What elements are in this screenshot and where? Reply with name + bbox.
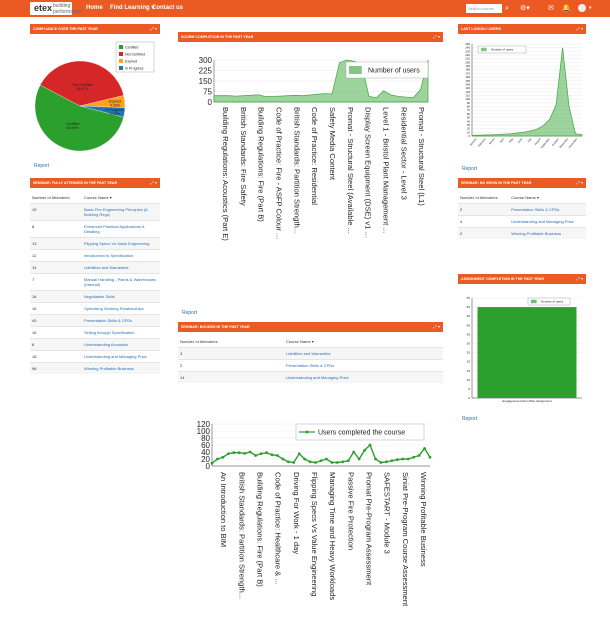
x-tick-label: Code of Practice: Healthcare & ... <box>273 472 283 585</box>
course-link[interactable]: Introduction to Specification <box>82 250 160 262</box>
legend-swatch <box>481 48 487 52</box>
last-login-report-link[interactable]: Report <box>462 166 478 172</box>
x-tick-label: SAFESTART - Module 3 <box>382 472 392 554</box>
y-tick-label: 240 <box>465 45 470 50</box>
course-link[interactable]: Presentation Skills & CPDs <box>509 204 586 216</box>
x-tick-label: Building Regulations: Acoustics (Part E) <box>220 107 230 241</box>
chevron-down-icon[interactable]: ▾ <box>589 5 592 11</box>
y-tick-label: 80 <box>466 104 470 109</box>
table-header-row <box>458 192 586 204</box>
attendee-count: 6 <box>30 339 82 351</box>
y-tick-label: 10 <box>466 377 470 382</box>
compliance-pie-chart <box>30 38 160 158</box>
x-tick-label: September <box>540 137 551 150</box>
x-tick-label: Siniat Pre-Program Course Assessment <box>400 472 410 607</box>
y-tick-label: 20 <box>201 454 210 464</box>
data-point <box>227 452 230 455</box>
legend-swatch <box>119 45 123 49</box>
mail-icon[interactable]: ✉ <box>548 4 554 12</box>
table-row <box>458 204 586 216</box>
panel-header-last-login <box>458 24 586 34</box>
assignment-report-link[interactable]: Report <box>462 416 478 422</box>
panel-title: SCORM COMPLETION IN THE PAST YEAR <box>181 35 254 39</box>
data-point <box>369 444 372 447</box>
legend-swatch <box>349 66 362 74</box>
y-tick-label: 180 <box>465 67 470 72</box>
x-tick-label: April <box>499 137 505 144</box>
panel-header-assignment <box>458 274 586 284</box>
data-point <box>390 459 393 462</box>
data-point <box>281 458 284 461</box>
column-header-course-name[interactable]: Course Name ▾ <box>286 339 314 344</box>
data-point <box>211 462 214 465</box>
y-tick-label: 0 <box>468 133 470 138</box>
seminar-noshow-table <box>458 192 586 239</box>
attendee-count: 13 <box>30 238 82 250</box>
x-tick-label: Promat - Structural Steel (Available ... <box>345 107 355 234</box>
y-tick-label: 50 <box>466 115 470 120</box>
y-tick-label: 30 <box>466 341 470 346</box>
seminar-attended-table <box>30 192 160 374</box>
x-tick-label: Code of Practice: Residential <box>310 107 320 205</box>
panel-title: LAST LOGON # USERS <box>461 27 501 31</box>
x-tick-label: Display Screen Equipment (DSE) v1 ... <box>363 107 373 238</box>
table-header-row <box>30 192 160 204</box>
y-tick-label: 45 <box>466 314 470 319</box>
y-tick-label: 120 <box>196 419 210 429</box>
y-tick-label: 60 <box>466 111 470 116</box>
y-tick-label: 170 <box>465 71 470 76</box>
top-nav-bar <box>0 0 610 17</box>
x-tick-label: August <box>534 137 542 146</box>
y-tick-label: 15 <box>466 368 470 373</box>
table-row <box>458 216 586 228</box>
attendee-count: 2 <box>458 228 509 240</box>
y-tick-label: 0 <box>205 461 210 471</box>
data-point <box>254 454 257 457</box>
course-link[interactable]: Liabilities and Warranties <box>82 262 160 274</box>
search-input[interactable]: Search course <box>466 4 502 13</box>
data-point <box>352 451 355 454</box>
panel-title: SEMINAR: BOOKED IN THE PAST YEAR <box>181 325 250 329</box>
attendee-count: 14 <box>30 262 82 274</box>
data-point <box>243 452 246 455</box>
x-tick-label: Winning Profitable Business <box>418 472 428 567</box>
panel-header-seminar-booked <box>178 322 443 332</box>
table-row <box>30 303 160 315</box>
y-tick-label: 200 <box>465 60 470 65</box>
attendee-count: 16 <box>30 327 82 339</box>
course-link[interactable]: Understanding Acoustics <box>82 339 160 351</box>
course-link[interactable]: Optimising Working Relationships <box>82 303 160 315</box>
y-tick-label: 75 <box>203 87 212 97</box>
y-tick-label: 190 <box>465 64 470 69</box>
attendee-count: 98 <box>30 363 82 375</box>
y-tick-label: 20 <box>466 126 470 131</box>
y-tick-label: 0 <box>207 97 212 107</box>
legend-label: Not Certified <box>125 52 145 57</box>
data-point <box>325 458 328 461</box>
panel-header-compliance <box>30 24 160 34</box>
data-point <box>298 452 301 455</box>
assignment-bar-chart <box>458 288 586 413</box>
y-tick-label: 210 <box>465 56 470 61</box>
course-link[interactable]: Winning Profitable Business <box>509 228 586 240</box>
y-tick-label: 120 <box>465 89 470 94</box>
y-tick-label: 225 <box>198 66 212 76</box>
panel-options-icon[interactable]: ⤢ ▾ <box>433 34 440 39</box>
attendee-count: 7 <box>30 274 82 291</box>
course-link[interactable]: Negotiation Skills <box>82 291 160 303</box>
x-tick-label: February <box>477 137 487 148</box>
x-tick-label: July <box>527 137 533 144</box>
x-tick-label: Code of Practice: Fire - ASFP Colour ... <box>274 107 284 240</box>
panel-title: SEMINAR: NO SHOW IN THE PAST YEAR <box>461 181 532 185</box>
data-point <box>363 449 366 452</box>
course-link[interactable]: Flipping Specs Vs Value Engineering <box>82 238 160 250</box>
y-tick-label: 140 <box>465 82 470 87</box>
y-tick-label: 230 <box>465 49 470 54</box>
table-row <box>178 360 443 372</box>
x-tick-label: May <box>508 137 515 144</box>
attendee-count: 14 <box>178 372 284 384</box>
chart-legend <box>478 46 526 53</box>
data-point <box>320 459 323 462</box>
legend-swatch <box>119 52 123 56</box>
course-link[interactable]: Manual Handling - Plants & Warehouses (Internal) <box>82 274 160 291</box>
x-tick-label: Building Regulations: Fire (Part B) <box>256 107 266 222</box>
panel-options-icon[interactable]: ⤢ ▾ <box>576 26 583 31</box>
pie-data-label: In Progress 3.42% <box>105 108 124 117</box>
search-icon[interactable]: ⌕ <box>505 4 509 12</box>
data-point <box>418 454 421 457</box>
table-row <box>30 238 160 250</box>
data-point <box>331 461 334 464</box>
column-header-course-name[interactable]: Course Name ▾ <box>84 195 112 200</box>
data-point <box>216 458 219 461</box>
pie-legend <box>116 42 154 72</box>
course-link[interactable]: Enhanced Practical Applications & Detailing <box>82 221 160 238</box>
table-header-row <box>178 336 443 348</box>
y-tick-label: 300 <box>198 55 212 65</box>
table-row <box>178 372 443 384</box>
course-link[interactable]: Understanding and Managing Price <box>82 351 160 363</box>
x-tick-label: An Introduction to BIM <box>219 472 229 548</box>
attendee-count: 2 <box>178 360 284 372</box>
y-tick-label: 70 <box>466 108 470 113</box>
x-tick-label: Passive Fire Protection <box>346 472 356 551</box>
y-tick-label: 150 <box>198 76 212 86</box>
x-tick-label: Residential Sector - Level 3 <box>399 107 409 200</box>
y-tick-label: 55 <box>466 296 470 301</box>
data-point <box>347 459 350 462</box>
y-tick-label: 30 <box>466 122 470 127</box>
table-row <box>30 363 160 375</box>
x-tick-label: Managing Time and Heavy Workloads <box>328 472 338 601</box>
panel-title: ASSIGNMENT COMPLETION IN THE PAST YEAR <box>461 277 544 281</box>
table-row <box>30 327 160 339</box>
data-point <box>314 461 317 464</box>
chart-legend <box>296 424 424 440</box>
table-row <box>30 315 160 327</box>
x-tick-label: January <box>469 137 478 147</box>
user-avatar[interactable] <box>578 4 586 12</box>
pie-data-label: Certified 53.69% <box>66 121 80 130</box>
data-point <box>309 460 312 463</box>
data-point <box>271 453 274 456</box>
nav-home-link[interactable]: Home <box>86 5 103 11</box>
y-tick-label: 60 <box>201 440 210 450</box>
y-tick-label: 250 <box>465 41 470 46</box>
logo-subtext: building performance <box>53 3 82 15</box>
column-header-attendees[interactable]: Number of Attendees <box>32 195 70 200</box>
x-tick-label: Promat - Structural Steel (L1) <box>417 107 427 206</box>
attendee-count: 4 <box>458 216 509 228</box>
y-tick-label: 25 <box>466 350 470 355</box>
legend-label: In Progress <box>125 66 144 71</box>
data-point <box>423 447 426 450</box>
data-point <box>303 458 306 461</box>
attendee-count: 8 <box>30 221 82 238</box>
attendee-count: 40 <box>30 315 82 327</box>
course-link[interactable]: Basic Fire Engineering Principles (& Building Regs) <box>82 204 160 221</box>
panel-header-seminar-attended <box>30 178 160 188</box>
y-tick-label: 40 <box>466 323 470 328</box>
data-point <box>412 456 415 459</box>
column-header-attendees[interactable]: Number of Attendees <box>460 195 498 200</box>
x-tick-label: Building Regulations: Fire (Part B) <box>255 472 265 587</box>
legend-label: Users completed the course <box>318 429 406 437</box>
table-row <box>30 250 160 262</box>
course-link[interactable]: Liabilities and Warranties <box>284 348 443 360</box>
panel-options-icon[interactable]: ⤢ ▾ <box>150 26 157 31</box>
panel-options-icon[interactable]: ⤢ ▾ <box>576 180 583 185</box>
table-row <box>458 228 586 240</box>
table-row <box>30 274 160 291</box>
panel-options-icon[interactable]: ⤢ ▾ <box>576 276 583 281</box>
y-tick-label: 150 <box>465 78 470 83</box>
data-point <box>407 458 410 461</box>
data-point <box>222 456 225 459</box>
x-tick-label: British Standards: Partition Strength... <box>292 107 302 235</box>
data-point <box>260 452 263 455</box>
attendee-count: 12 <box>30 250 82 262</box>
attendee-count: 3 <box>178 348 284 360</box>
legend-label: Expired <box>125 59 138 64</box>
y-tick-label: 90 <box>466 100 470 105</box>
attendee-count: 16 <box>30 303 82 315</box>
bar <box>478 307 577 398</box>
x-tick-label: March <box>488 137 496 146</box>
chart-legend <box>346 62 428 78</box>
data-point <box>396 458 399 461</box>
last-login-area-chart <box>458 38 586 163</box>
column-header-attendees[interactable]: Number of Attendees <box>180 339 218 344</box>
data-point <box>341 460 344 463</box>
attendee-count: 18 <box>30 351 82 363</box>
course-link[interactable]: Presentation Skills & CPDs <box>284 360 443 372</box>
data-point <box>380 461 383 464</box>
bell-icon[interactable]: 🔔 <box>562 4 571 12</box>
x-tick-label: British Standards: Fire Safety <box>238 107 248 206</box>
table-row <box>30 221 160 238</box>
y-tick-label: 10 <box>466 130 470 135</box>
x-tick-label: November <box>559 137 570 149</box>
compliance-report-link[interactable]: Report <box>34 163 50 169</box>
data-point <box>249 451 252 454</box>
y-tick-label: 20 <box>466 359 470 364</box>
course-link[interactable]: Understanding and Managing Price <box>284 372 443 384</box>
y-tick-label: 50 <box>466 305 470 310</box>
y-tick-label: 5 <box>468 386 470 391</box>
y-tick-label: 80 <box>201 433 210 443</box>
x-tick-label: Driving For Work - 1 day <box>291 472 301 555</box>
gear-icon[interactable]: ⚙▾ <box>520 4 530 12</box>
data-point <box>336 461 339 464</box>
y-tick-label: 100 <box>196 426 210 436</box>
panel-header-seminar-noshow <box>458 178 586 188</box>
legend-label: Certified <box>125 45 139 50</box>
data-point <box>287 460 290 463</box>
y-tick-label: 0 <box>468 396 470 401</box>
data-point <box>401 458 404 461</box>
panel-title: COMPLIANCE OVER THE PAST YEAR <box>33 27 98 31</box>
table-row <box>30 351 160 363</box>
y-tick-label: 100 <box>465 97 470 102</box>
column-header-course-name[interactable]: Course Name ▾ <box>511 195 539 200</box>
table-row <box>30 204 160 221</box>
panel-header-scorm <box>178 32 443 42</box>
legend-label: Number of users <box>541 299 564 304</box>
course-link[interactable]: Winning Profitable Business <box>82 363 160 375</box>
table-row <box>178 348 443 360</box>
y-tick-label: 110 <box>465 93 470 98</box>
scorm-report-link[interactable]: Report <box>182 310 198 316</box>
x-tick-label: December <box>568 137 579 149</box>
legend-label: Number of users <box>491 47 514 52</box>
data-point <box>276 454 279 457</box>
x-tick-label: Safety Media Content <box>327 107 337 181</box>
data-point <box>358 458 361 461</box>
data-point <box>385 460 388 463</box>
panel-options-icon[interactable]: ⤢ ▾ <box>150 180 157 185</box>
legend-marker <box>306 431 309 434</box>
legend-swatch <box>531 300 537 304</box>
attendee-count: 2 <box>458 204 509 216</box>
legend-label: Number of users <box>368 67 420 75</box>
course-completed-line-chart <box>196 420 436 620</box>
pie-data-label: Not Certified 38.47% <box>72 82 93 91</box>
y-tick-label: 40 <box>201 447 210 457</box>
x-tick-label: British Standards: Partition Strength... <box>237 472 247 600</box>
x-tick-label: Level 1 - Bristol Plant Management ... <box>381 107 391 234</box>
panel-title: SEMINAR: FULLY ATTENDED IN THE PAST YEAR <box>33 181 118 185</box>
legend-swatch <box>119 66 123 70</box>
x-tick-label: October <box>551 137 560 147</box>
logo-text: etex <box>34 3 53 13</box>
etex-logo[interactable] <box>30 2 82 15</box>
chart-legend <box>528 298 570 305</box>
nav-contact-link[interactable]: Contact us <box>152 5 184 11</box>
legend-swatch <box>119 59 123 63</box>
scorm-area-chart <box>178 46 443 306</box>
attendee-count: 15 <box>30 204 82 221</box>
course-link[interactable]: Selling through Specification <box>82 327 160 339</box>
table-row <box>30 262 160 274</box>
y-tick-label: 130 <box>465 86 470 91</box>
course-link[interactable]: Presentation Skills & CPDs <box>82 315 160 327</box>
seminar-booked-table <box>178 336 443 383</box>
y-tick-label: 220 <box>465 53 470 58</box>
y-tick-label: 35 <box>466 332 470 337</box>
pie-data-label: Expired 4.33% <box>108 99 122 108</box>
nav-find-learning-link[interactable]: Find Learning ▾ <box>110 5 155 11</box>
panel-options-icon[interactable]: ⤢ ▾ <box>433 324 440 329</box>
course-link[interactable]: Understanding and Managing Price <box>509 216 586 228</box>
y-tick-label: 160 <box>465 75 470 80</box>
data-point <box>429 456 432 459</box>
attendee-count: 16 <box>30 291 82 303</box>
data-point <box>292 461 295 464</box>
y-tick-label: 40 <box>466 119 470 124</box>
data-point <box>265 451 268 454</box>
x-tick-label: Promat Pre-Program Assessment <box>364 472 374 586</box>
table-row <box>30 291 160 303</box>
table-row <box>30 339 160 351</box>
data-point <box>238 451 241 454</box>
data-point <box>232 451 235 454</box>
x-tick-label: Flipping Specs Vs Value Engineering <box>309 472 319 597</box>
x-tick-label: Engagement Action Plan Assignment <box>502 399 552 403</box>
x-tick-label: June <box>517 137 524 144</box>
data-point <box>374 458 377 461</box>
